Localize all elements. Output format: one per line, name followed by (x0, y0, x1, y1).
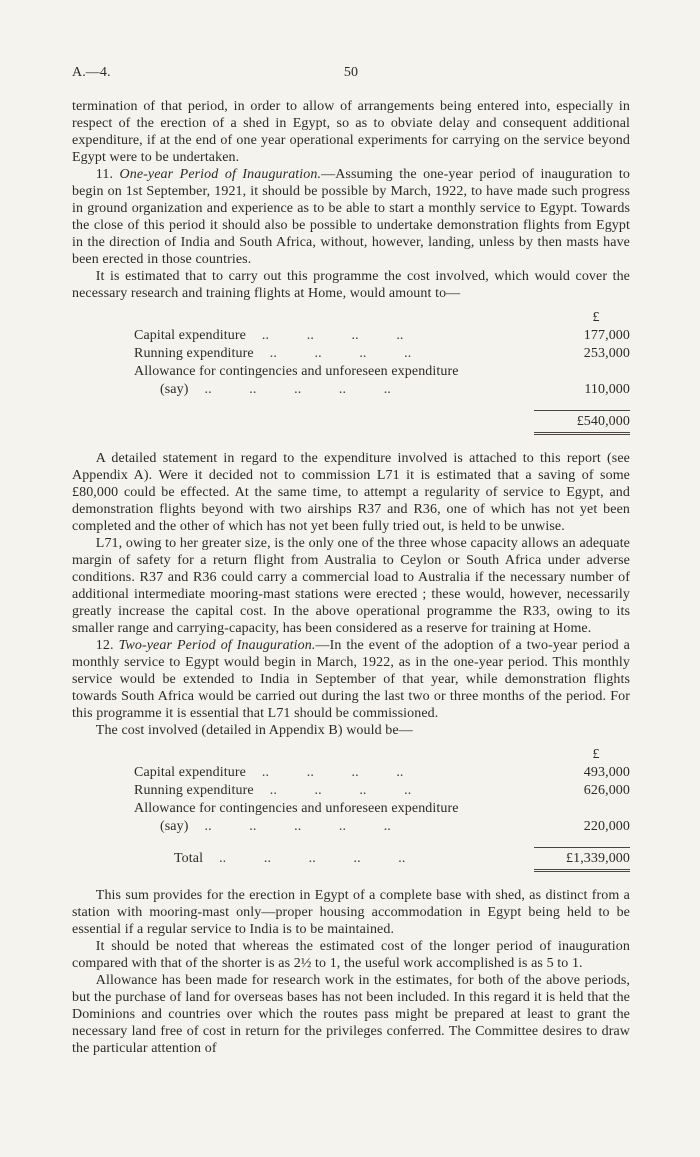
row-label: Running expenditure (134, 783, 254, 798)
italic-text: Two-year Period of Inauguration. (118, 638, 316, 653)
page-number: 50 (343, 65, 359, 80)
text-segment: It should be noted that whereas the estimated cost of the longer period of inauguration compared with that of the shorter is as 2½ to 1, the useful work accomplished is as 5 to 1. (72, 939, 630, 971)
text-segment: 12. (95, 638, 119, 653)
dot-leaders: .. .. .. .. .. (219, 851, 406, 866)
para-l71-capacity (72, 535, 630, 637)
cost-table-one-year (134, 309, 630, 435)
text-segment: Allowance has been made for research work in the estimates, for both of the above periods, but the purchase of land for overseas bases has not been included. In this regard it is held that the Dominions and countries over which the routes pass might be prepared at least to grant the necessary land free of cost in return for the privileges conferred. The Committee desires to draw the particular attention of (72, 973, 630, 1056)
table-total-row (134, 410, 630, 435)
cost-table-two-year (134, 746, 630, 872)
para-base-with-shed (72, 887, 630, 938)
text-segment: 11. (95, 167, 120, 182)
row-label: (say) (160, 819, 189, 834)
table-row (134, 764, 630, 782)
dot-leaders: .. .. .. .. .. (204, 382, 391, 397)
row-amount: 253,000 (583, 346, 630, 361)
row-amount: 220,000 (583, 819, 630, 834)
para-item-12 (72, 637, 630, 722)
para-appendix-a (72, 450, 630, 535)
dot-leaders: .. .. .. .. (269, 783, 412, 798)
currency-symbol: £ (592, 747, 600, 762)
table-row (134, 782, 630, 800)
dot-leaders: .. .. .. .. (269, 346, 412, 361)
table-row (134, 800, 630, 818)
table-row (134, 381, 630, 399)
dot-leaders: .. .. .. .. (261, 765, 404, 780)
para-continuation (72, 98, 630, 166)
table-row (134, 345, 630, 363)
text-segment: This sum provides for the erection in Egypt of a complete base with shed, as distinct from a station with mooring-mast only—proper housing accommodation in Egypt being held to be essential if a regular service to India is to be maintained. (72, 888, 630, 937)
total-amount: £540,000 (534, 410, 630, 435)
para-cost-ratio (72, 938, 630, 972)
row-amount: 626,000 (583, 783, 630, 798)
row-amount: 110,000 (584, 382, 630, 397)
text-segment: —In the event of the adoption of a two-year period a monthly service to Egypt would begin in March, 1922, as in the one-year period. This monthly service would be extended to India in September of that year, while demonstration flights towards South Africa would be carried out during the last two or three months of the period. For this programme it is essential that L71 should be commissioned. (72, 638, 630, 721)
currency-header-row (134, 746, 630, 764)
row-label: (say) (160, 382, 189, 397)
table-total-row (134, 847, 630, 872)
total-label: Total (174, 851, 204, 866)
row-amount: 493,000 (583, 765, 630, 780)
row-label: Capital expenditure (134, 328, 246, 343)
text-segment: —Assuming the one-year period of inauguration to begin on 1st September, 1921, it should be possible by March, 1922, to have made such progress in ground organization and experience as to be able to start a monthly service to Egypt. Towards the close of this period it should also be possible to undertake demonstration flights from Egypt in the direction of India and South Africa, without, however, landing, unless by then masts have been erected in those countries. (72, 167, 630, 267)
table-row (134, 818, 630, 836)
document-body (72, 98, 630, 1057)
text-segment: It is estimated that to carry out this programme the cost involved, which would cover the necessary research and training flights at Home, would amount to— (72, 269, 630, 301)
text-segment: termination of that period, in order to allow of arrangements being entered into, especially in respect of the erection of a shed in Egypt, so as to obviate delay and consequent additional expenditure, if at the end of one year operational experiments for carrying on the service beyond Egypt were to be undertaken. (72, 99, 630, 165)
para-cost-intro-two-year (72, 722, 630, 739)
doc-ref: A.—4. (72, 65, 111, 80)
text-segment: L71, owing to her greater size, is the only one of the three whose capacity allows an adequate margin of safety for a return flight from Australia to Ceylon or South Africa under adverse conditions. R37 and R36 could carry a commercial load to Australia if the necessary number of additional intermediate mooring-mast stations were erected ; these would, however, necessarily greatly increase the capital cost. In the above operational programme the R33, owing to its smaller range and carrying-capacity, has been considered as a reserve for training at Home. (72, 536, 630, 636)
dot-leaders: .. .. .. .. (261, 328, 404, 343)
row-label: Running expenditure (134, 346, 254, 361)
row-label: Allowance for contingencies and unforeseen expenditure (134, 801, 459, 816)
page-header (72, 64, 630, 81)
total-amount: £1,339,000 (534, 847, 630, 872)
table-row (134, 327, 630, 345)
currency-header-row (134, 309, 630, 327)
dot-leaders: .. .. .. .. .. (204, 819, 391, 834)
table-row (134, 363, 630, 381)
text-segment: The cost involved (detailed in Appendix B) would be— (95, 723, 413, 738)
italic-text: One-year Period of Inauguration. (119, 167, 322, 182)
para-cost-intro-one-year (72, 268, 630, 302)
row-label: Capital expenditure (134, 765, 246, 780)
row-label: Allowance for contingencies and unforeseen expenditure (134, 364, 459, 379)
text-segment: A detailed statement in regard to the expenditure involved is attached to this report (see Appendix A). Were it decided not to commission L71 it is estimated that a saving of some £80,000 could be effected. At the same time, to attempt a regularity of service to Egypt, and demonstration flights beyond with two airships R37 and R36, one of which has not yet been completed and the other of which has not yet been fully tried out, is held to be unwise. (72, 451, 630, 534)
para-research-allowance (72, 972, 630, 1057)
para-item-11 (72, 166, 630, 268)
row-amount: 177,000 (583, 328, 630, 343)
currency-symbol: £ (592, 310, 600, 325)
